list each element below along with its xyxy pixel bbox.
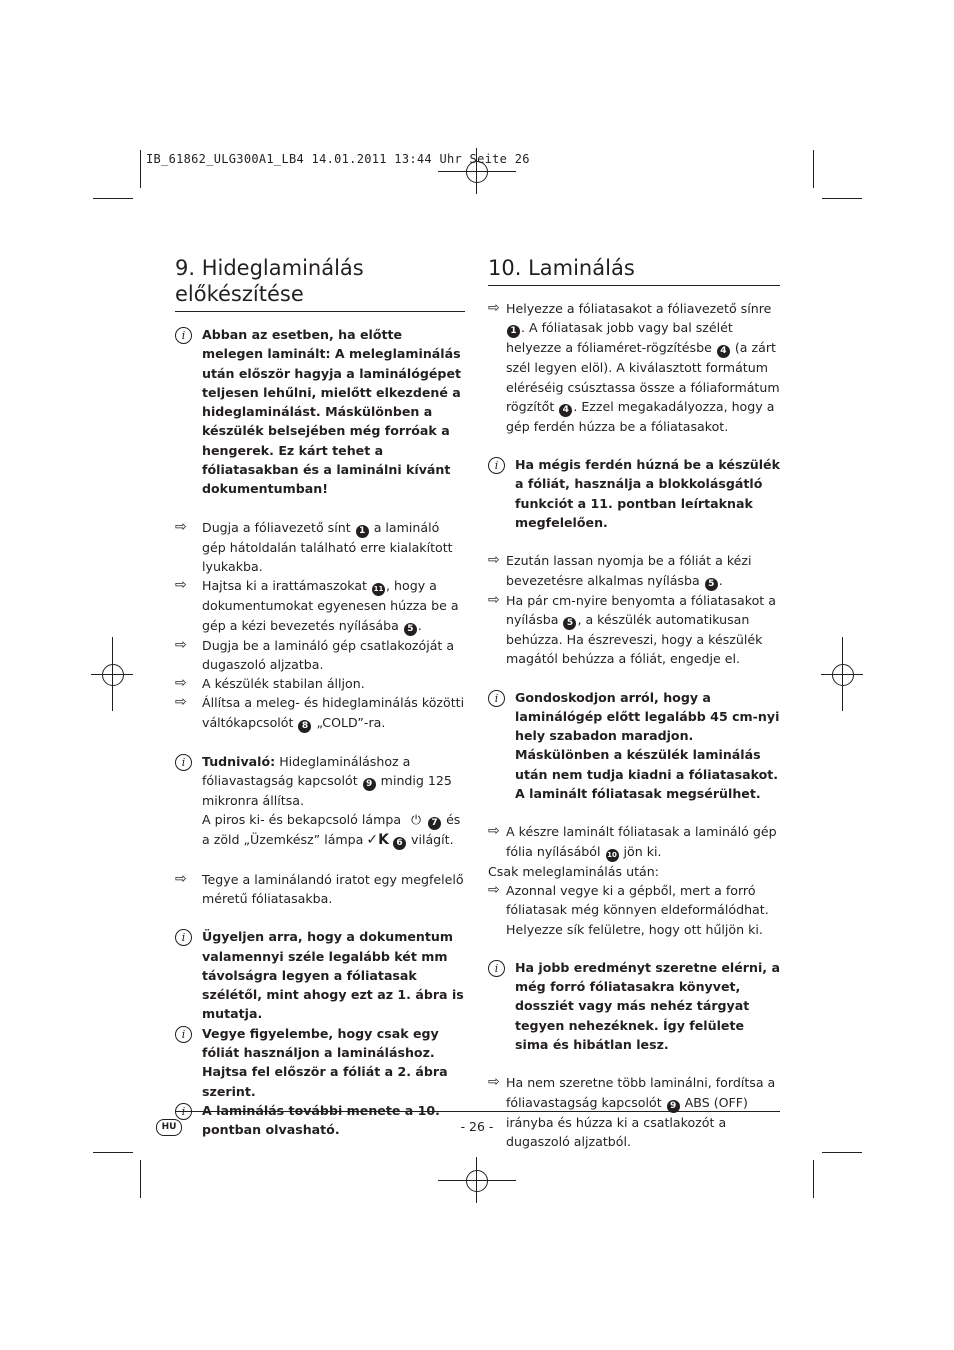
tip-note: i Tudnivaló: Hideglamináláshoz a fóliavastagság kapcsolót 9 mindig 125 mikronra állítsa. A piros ki- és bekapcsoló lámpa ⏻ 7 és a zöld „Üzemkész” lámpa ✓K 6 világít. xyxy=(175,752,465,851)
info-icon: i xyxy=(175,327,192,344)
info-icon: i xyxy=(488,960,505,977)
step-item: ⇨ Hajtsa ki a irattámaszokat 11 , hogy a dokumentumokat egyenesen húzza be a gép a kézi bevezetés nyílásába 5 . xyxy=(175,577,459,634)
ref-number: 7 xyxy=(428,817,441,830)
info-icon: i xyxy=(488,457,505,474)
crop-mark xyxy=(822,1152,862,1153)
arrow-icon: ⇨ xyxy=(488,881,500,898)
arrow-icon: ⇨ xyxy=(488,552,500,569)
ref-number: 9 xyxy=(363,778,376,791)
arrow-icon: ⇨ xyxy=(175,675,187,692)
print-slug: IB_61862_ULG300A1_LB4 14.01.2011 13:44 Uhr Seite 26 xyxy=(146,152,530,166)
footer-rule xyxy=(175,1111,780,1112)
crop-mark xyxy=(813,1160,814,1198)
page-number: - 26 - xyxy=(460,1119,494,1134)
step-item: ⇨ Dugja be a lamináló gép csatlakozóját a dugaszoló aljzatba. xyxy=(175,636,455,672)
step-item: ⇨ Ha pár cm-nyire benyomta a fóliatasakot a nyílásba 5 , a készülék automatikusan behúzza. Ha észreveszi, hogy a készülék magától behúzza a fóliát, engedje el. xyxy=(488,591,776,667)
info-icon: i xyxy=(488,690,505,707)
ref-number: 5 xyxy=(705,578,718,591)
arrow-icon: ⇨ xyxy=(488,591,500,608)
hot-lamination-label: Csak meleglaminálás után: xyxy=(488,863,659,879)
ref-number: 6 xyxy=(393,837,406,850)
info-icon: i xyxy=(175,754,192,771)
ok-lamp-icon: ✓K xyxy=(366,832,389,849)
ref-number: 5 xyxy=(404,623,417,636)
info-note: pontban olvasható. xyxy=(175,1101,465,1140)
step-item: ⇨ Állítsa a meleg- és hideglaminálás közötti váltókapcsolót 8 „COLD”-ra. xyxy=(175,694,465,731)
ref-number: 11 xyxy=(372,583,385,596)
ref-number: 5 xyxy=(563,617,576,630)
info-note: i Abban az esetben, ha előtte melegen laminált: A meleglaminálás után először hagyja a laminálógépet teljesen lehűlni, mielőtt elkezdené a hideglaminálást. Máskülönben a készülék belsejében még forróak a hengerek. Ez kárt tehet a fóliatasakban és a laminálni kívánt dokumentumban! xyxy=(175,325,465,499)
info-icon: i xyxy=(175,1026,192,1043)
arrow-icon: ⇨ xyxy=(488,823,500,840)
step-item: ⇨ Helyezze a fóliatasakot a fóliavezető sínre 1 . A fóliatasak jobb vagy bal szélét helyezze a fóliaméret-rögzítésbe 4 (a zárt szél legyen elöl). A kiválasztott formátum eléréséig csúsztassa össze a fóliaformátum rögzítőt 4 . Ezzel megakadályozza, hogy a gép ferdén húzza be a fóliatasakot. xyxy=(488,300,780,434)
arrow-icon: ⇨ xyxy=(488,300,500,316)
step-item: ⇨ Azonnal vegye ki a gépből, mert a forró fóliatasak még könnyen eldeformálódhat. Helyezze sík felületre, hogy ott hűljön ki. xyxy=(488,881,769,937)
arrow-icon: ⇨ xyxy=(175,636,187,653)
info-icon: i xyxy=(175,929,192,946)
section-title: 9. Hideglaminálás előkészítése xyxy=(175,255,465,312)
arrow-icon: ⇨ xyxy=(175,870,187,887)
section-10 xyxy=(488,255,780,1151)
crop-mark xyxy=(93,198,133,199)
info-note: i Ügyeljen arra, hogy a dokumentum valamennyi széle legalább két mm távolságra legyen a fóliatasak szélétől, mint ahogy ezt az 1. ábra is mutatja. xyxy=(175,927,465,1023)
step-item: ⇨ A készre laminált fóliatasak a lamináló gép fólia nyílásából 10 jön ki. xyxy=(488,822,780,861)
info-note: i Ha mégis ferdén húzná be a készülék a fóliát, használja a blokkolásgátló funkciót a 11. pontban leírtaknak megfelelően. xyxy=(488,455,780,532)
ref-number: 1 xyxy=(507,325,520,338)
ref-number: 10 xyxy=(606,849,619,862)
step-item: ⇨ Ezután lassan nyomja be a fóliát a kézi bevezetésre alkalmas nyílásba 5 . xyxy=(488,552,752,589)
step-item: ⇨ A készülék stabilan álljon. xyxy=(175,675,365,692)
info-note: i Ha jobb eredményt szeretne elérni, a még forró fóliatasakra könyvet, dossziét vagy más nehéz tárgyat tegyen nehezéknek. Így felülete sima és hibátlan lesz. xyxy=(488,958,780,1054)
arrow-icon: ⇨ xyxy=(175,577,187,594)
ref-number: 4 xyxy=(717,345,730,358)
step-item: ⇨ Tegye a laminálandó iratot egy megfelelő méretű fóliatasakba. xyxy=(175,870,464,906)
arrow-icon: ⇨ xyxy=(488,1074,500,1091)
section-9 xyxy=(175,255,465,1140)
section-title: 10. Laminálás xyxy=(488,255,780,286)
ref-number: 8 xyxy=(298,720,311,733)
ref-number: 1 xyxy=(356,525,369,538)
crop-mark xyxy=(140,150,141,188)
arrow-icon: ⇨ xyxy=(175,694,187,711)
info-note: i Gondoskodjon arról, hogy a laminálógép előtt legalább 45 cm-nyi hely szabadon maradjon. Máskülönben a készülék laminálás után nem tudja kiadni a fóliatasakot. A laminált fóliatasak megsérülhet. xyxy=(488,688,780,804)
crop-mark xyxy=(93,1152,133,1153)
step-item: ⇨ Ha nem szeretne több laminálni, fordítsa a fóliavastagság kapcsolót 9 ABS (OFF) irányba és húzza ki a csatlakozót a dugaszoló aljzatból. xyxy=(488,1074,776,1149)
crop-mark xyxy=(813,150,814,188)
ref-number: 4 xyxy=(559,404,572,417)
info-note: i Vegye figyelembe, hogy csak egy fóliát használjon a lamináláshoz. Hajtsa fel először a fóliát a 2. ábra szerint. xyxy=(175,1024,465,1101)
crop-mark xyxy=(822,198,862,199)
power-icon: ⏻ xyxy=(411,812,422,828)
language-badge: HU xyxy=(156,1119,182,1136)
arrow-icon: ⇨ xyxy=(175,518,187,535)
step-item: ⇨ Dugja a fóliavezető sínt 1 a lamináló gép hátoldalán található erre kialakított lyukakba. xyxy=(175,518,453,574)
crop-mark xyxy=(140,1160,141,1198)
ref-number: 9 xyxy=(667,1100,680,1113)
